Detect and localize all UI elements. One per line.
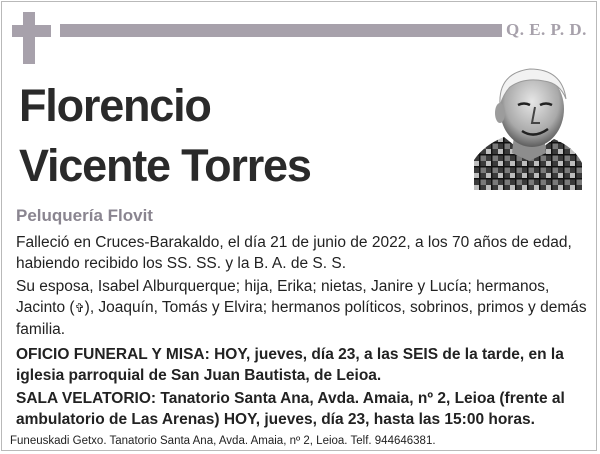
business-name: Peluquería Flovit (16, 206, 153, 225)
family-text-start: Su esposa, Isabel Alburquerque; hija, Erika; nietas, Janire y Lucía; hermanos, Jacinto ( (16, 278, 550, 316)
deceased-name-line1: Florencio (19, 80, 211, 131)
footer-funeral-home: Funeuskadi Getxo. Tanatorio Santa Ana, Avda. Amaia, nº 2, Leioa. Telf. 944646381. (10, 435, 436, 447)
family-text-end: ), Joaquín, Tomás y Elvira; hermanos políticos, sobrinos, primos y demás familia. (16, 299, 587, 338)
qepd-label: Q. E. P. D. (506, 20, 587, 39)
family-paragraph (16, 276, 588, 340)
header-bar (60, 24, 502, 37)
deceased-name-line2: Vicente Torres (19, 140, 311, 191)
portrait-photo (474, 65, 582, 190)
funeral-paragraph: OFICIO FUNERAL Y MISA: HOY, jueves, día 23, a las SEIS de la tarde, en la iglesia parroquial de San Juan Bautista, de Leioa. (16, 346, 564, 384)
wake-paragraph: SALA VELATORIO: Tanatorio Santa Ana, Avda. Amaia, nº 2, Leioa (frente al ambulatorio de Las Arenas) HOY, jueves, día 23, hasta las 15:00 horas. (16, 390, 565, 428)
obituary-card (1, 1, 597, 451)
cross-icon-bar (12, 25, 51, 37)
deceased-cross-icon: ✞ (74, 301, 85, 315)
death-paragraph: Falleció en Cruces-Barakaldo, el día 21 de junio de 2022, a los 70 años de edad, habiendo recibido los SS. SS. y la B. A. de S. S. (16, 234, 572, 272)
cross-icon (23, 12, 35, 64)
